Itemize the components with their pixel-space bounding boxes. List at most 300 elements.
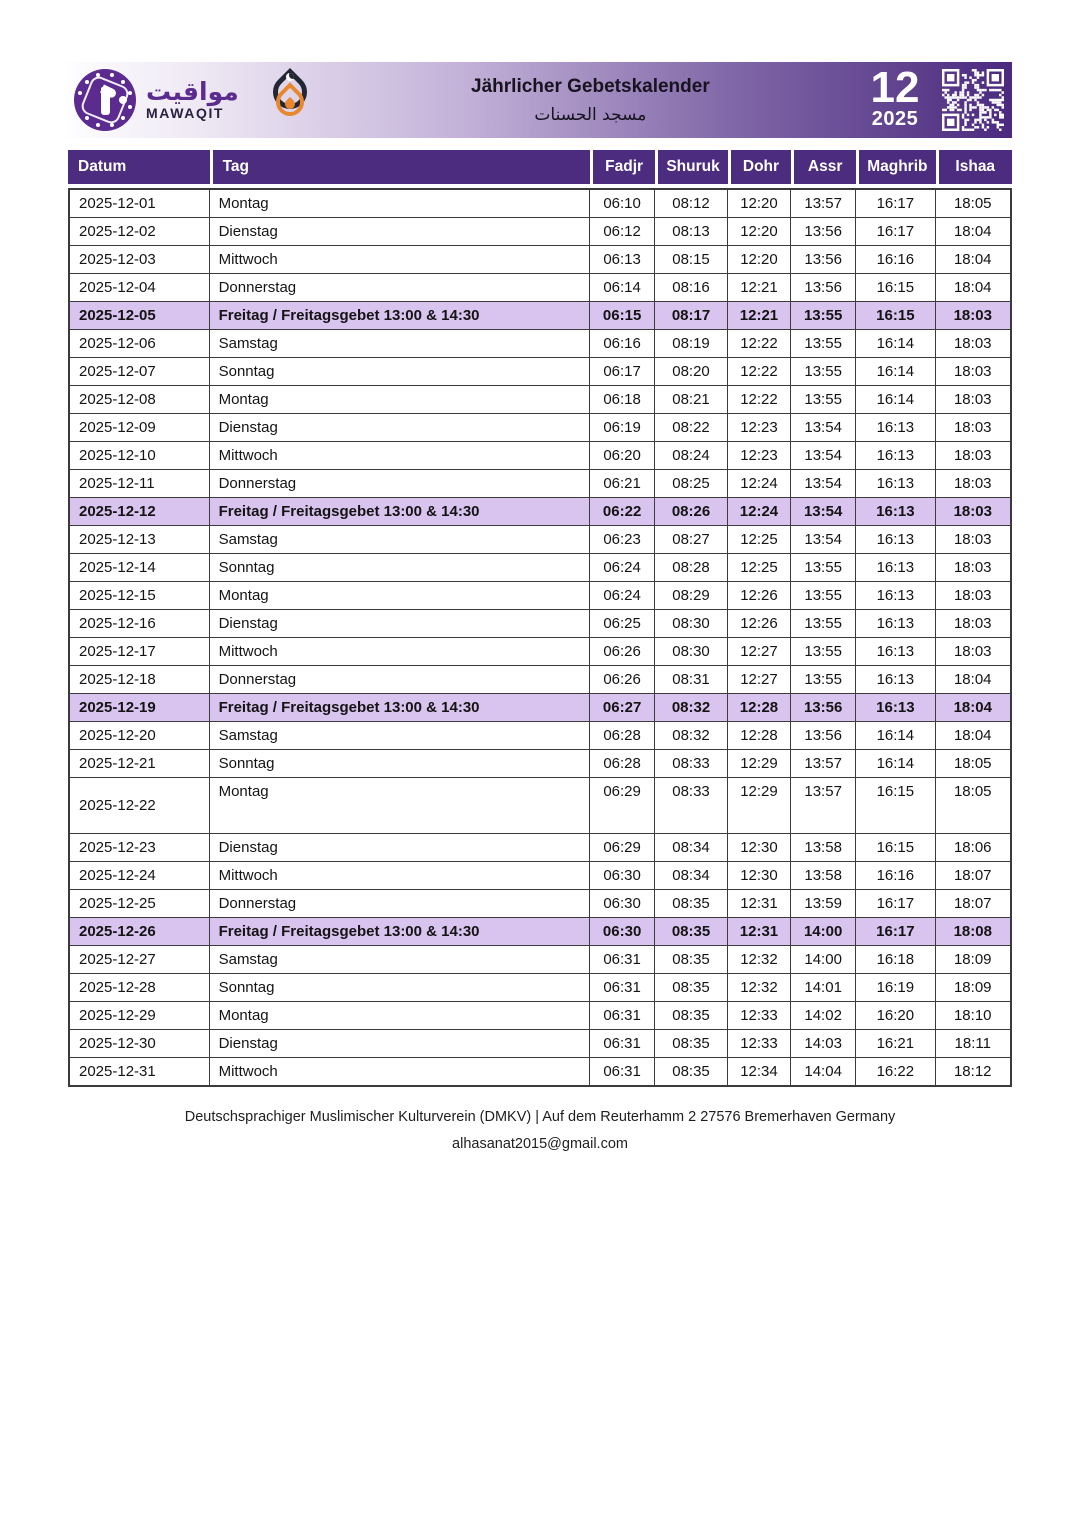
- time-cell-fadjr: 06:31: [590, 1030, 655, 1058]
- table-row: [68, 582, 1012, 610]
- time-cell-assr: 14:02: [791, 1002, 856, 1030]
- table-row: [68, 1030, 1012, 1058]
- header-band: [68, 62, 1012, 138]
- time-cell-shuruk: 08:21: [655, 386, 728, 414]
- time-cell-shuruk: 08:28: [655, 554, 728, 582]
- table-row: [68, 526, 1012, 554]
- day-cell: Samstag: [210, 946, 590, 974]
- column-header-dohr: Dohr: [728, 150, 791, 188]
- time-cell-ishaa: 18:03: [936, 330, 1013, 358]
- time-cell-assr: 14:00: [791, 918, 856, 946]
- date-cell: 2025-12-23: [68, 834, 210, 862]
- date-cell: 2025-12-28: [68, 974, 210, 1002]
- page-title: Jährlicher Gebetskalender: [471, 75, 710, 97]
- day-cell: Dienstag: [210, 218, 590, 246]
- time-cell-maghrib: 16:17: [856, 218, 935, 246]
- mosque-flame-icon: [263, 67, 319, 133]
- time-cell-maghrib: 16:13: [856, 582, 935, 610]
- time-cell-fadjr: 06:25: [590, 610, 655, 638]
- time-cell-dohr: 12:20: [728, 218, 791, 246]
- time-cell-maghrib: 16:13: [856, 554, 935, 582]
- clock-tick-dot: [110, 123, 114, 127]
- time-cell-fadjr: 06:14: [590, 274, 655, 302]
- table-row: [68, 974, 1012, 1002]
- time-cell-ishaa: 18:03: [936, 638, 1013, 666]
- time-cell-shuruk: 08:12: [655, 188, 728, 218]
- time-cell-maghrib: 16:17: [856, 918, 935, 946]
- time-cell-fadjr: 06:28: [590, 750, 655, 778]
- time-cell-ishaa: 18:07: [936, 890, 1013, 918]
- clock-tick-dot: [78, 91, 82, 95]
- time-cell-ishaa: 18:10: [936, 1002, 1013, 1030]
- clock-tick-dot: [128, 91, 132, 95]
- time-cell-ishaa: 18:04: [936, 246, 1013, 274]
- time-cell-ishaa: 18:03: [936, 302, 1013, 330]
- date-cell: 2025-12-01: [68, 188, 210, 218]
- clock-tick-dot: [96, 123, 100, 127]
- time-cell-maghrib: 16:14: [856, 358, 935, 386]
- time-cell-shuruk: 08:35: [655, 946, 728, 974]
- time-cell-shuruk: 08:24: [655, 442, 728, 470]
- day-cell: Samstag: [210, 722, 590, 750]
- time-cell-shuruk: 08:33: [655, 750, 728, 778]
- column-header-shuruk: Shuruk: [655, 150, 728, 188]
- day-cell: Mittwoch: [210, 638, 590, 666]
- time-cell-maghrib: 16:14: [856, 722, 935, 750]
- time-cell-ishaa: 18:04: [936, 218, 1013, 246]
- date-cell: 2025-12-17: [68, 638, 210, 666]
- time-cell-fadjr: 06:31: [590, 946, 655, 974]
- day-cell: Montag: [210, 582, 590, 610]
- table-row: [68, 330, 1012, 358]
- time-cell-ishaa: 18:03: [936, 358, 1013, 386]
- table-row: [68, 638, 1012, 666]
- time-cell-ishaa: 18:04: [936, 274, 1013, 302]
- time-cell-dohr: 12:22: [728, 330, 791, 358]
- month-number: 12: [870, 62, 920, 112]
- clock-tick-dot: [128, 105, 132, 109]
- time-cell-maghrib: 16:22: [856, 1058, 935, 1087]
- date-cell: 2025-12-09: [68, 414, 210, 442]
- time-cell-assr: 13:56: [791, 274, 856, 302]
- table-header-row: [68, 150, 1012, 188]
- time-cell-fadjr: 06:23: [590, 526, 655, 554]
- time-cell-assr: 13:54: [791, 526, 856, 554]
- day-cell: Freitag / Freitagsgebet 13:00 & 14:30: [210, 498, 590, 526]
- time-cell-fadjr: 06:16: [590, 330, 655, 358]
- day-cell: Donnerstag: [210, 666, 590, 694]
- time-cell-fadjr: 06:10: [590, 188, 655, 218]
- table-row: [68, 750, 1012, 778]
- table-row: [68, 862, 1012, 890]
- time-cell-dohr: 12:20: [728, 246, 791, 274]
- time-cell-shuruk: 08:19: [655, 330, 728, 358]
- table-row: [68, 946, 1012, 974]
- date-cell: 2025-12-20: [68, 722, 210, 750]
- time-cell-shuruk: 08:35: [655, 974, 728, 1002]
- time-cell-assr: 13:56: [791, 246, 856, 274]
- table-row: [68, 778, 1012, 834]
- time-cell-maghrib: 16:15: [856, 274, 935, 302]
- footer-email: alhasanat2015@gmail.com: [452, 1136, 628, 1152]
- time-cell-shuruk: 08:20: [655, 358, 728, 386]
- time-cell-maghrib: 16:15: [856, 302, 935, 330]
- time-cell-ishaa: 18:03: [936, 554, 1013, 582]
- date-cell: 2025-12-15: [68, 582, 210, 610]
- clock-tick-dot: [85, 80, 89, 84]
- clock-tick-dot: [85, 116, 89, 120]
- time-cell-fadjr: 06:31: [590, 1002, 655, 1030]
- time-cell-dohr: 12:31: [728, 918, 791, 946]
- time-cell-dohr: 12:28: [728, 722, 791, 750]
- time-cell-dohr: 12:30: [728, 834, 791, 862]
- day-cell: Mittwoch: [210, 442, 590, 470]
- time-cell-ishaa: 18:03: [936, 582, 1013, 610]
- table-row: [68, 610, 1012, 638]
- day-cell: Montag: [210, 386, 590, 414]
- table-row: [68, 218, 1012, 246]
- time-cell-shuruk: 08:32: [655, 722, 728, 750]
- time-cell-dohr: 12:22: [728, 358, 791, 386]
- day-cell: Donnerstag: [210, 274, 590, 302]
- table-row: [68, 1002, 1012, 1030]
- time-cell-maghrib: 16:13: [856, 498, 935, 526]
- day-cell: Montag: [210, 188, 590, 218]
- time-cell-fadjr: 06:24: [590, 582, 655, 610]
- time-cell-fadjr: 06:12: [590, 218, 655, 246]
- date-cell: 2025-12-02: [68, 218, 210, 246]
- time-cell-dohr: 12:26: [728, 610, 791, 638]
- time-cell-ishaa: 18:03: [936, 526, 1013, 554]
- time-cell-ishaa: 18:12: [936, 1058, 1013, 1087]
- time-cell-maghrib: 16:15: [856, 778, 935, 834]
- column-header-datum: Datum: [68, 150, 210, 188]
- time-cell-assr: 13:54: [791, 414, 856, 442]
- date-cell: 2025-12-19: [68, 694, 210, 722]
- time-cell-ishaa: 18:04: [936, 694, 1013, 722]
- time-cell-maghrib: 16:13: [856, 610, 935, 638]
- date-cell: 2025-12-16: [68, 610, 210, 638]
- time-cell-shuruk: 08:26: [655, 498, 728, 526]
- time-cell-maghrib: 16:15: [856, 834, 935, 862]
- date-cell: 2025-12-11: [68, 470, 210, 498]
- time-cell-shuruk: 08:13: [655, 218, 728, 246]
- mawaqit-logo: [74, 69, 239, 131]
- time-cell-assr: 13:54: [791, 498, 856, 526]
- time-cell-fadjr: 06:20: [590, 442, 655, 470]
- time-cell-dohr: 12:34: [728, 1058, 791, 1087]
- date-cell: 2025-12-25: [68, 890, 210, 918]
- time-cell-dohr: 12:21: [728, 274, 791, 302]
- time-cell-ishaa: 18:03: [936, 498, 1013, 526]
- time-cell-assr: 13:57: [791, 750, 856, 778]
- time-cell-assr: 13:55: [791, 582, 856, 610]
- day-cell: Dienstag: [210, 610, 590, 638]
- day-cell: Dienstag: [210, 414, 590, 442]
- time-cell-ishaa: 18:05: [936, 778, 1013, 834]
- footer-address: Deutschsprachiger Muslimischer Kulturverein (DMKV) | Auf dem Reuterhamm 2 27576 Bremerhaven Germany: [184, 1109, 896, 1125]
- date-cell: 2025-12-30: [68, 1030, 210, 1058]
- column-header-tag: Tag: [210, 150, 590, 188]
- qr-code: [942, 69, 1004, 131]
- month-year: 2025: [871, 108, 919, 131]
- table-row: [68, 498, 1012, 526]
- date-cell: 2025-12-03: [68, 246, 210, 274]
- time-cell-maghrib: 16:16: [856, 862, 935, 890]
- table-row: [68, 188, 1012, 218]
- column-header-ishaa: Ishaa: [936, 150, 1013, 188]
- time-cell-ishaa: 18:03: [936, 442, 1013, 470]
- time-cell-ishaa: 18:03: [936, 386, 1013, 414]
- time-cell-maghrib: 16:19: [856, 974, 935, 1002]
- clock-tick-dot: [121, 80, 125, 84]
- time-cell-assr: 13:55: [791, 330, 856, 358]
- day-cell: Mittwoch: [210, 1058, 590, 1087]
- time-cell-fadjr: 06:30: [590, 918, 655, 946]
- clock-dot-icon: [119, 96, 127, 104]
- time-cell-maghrib: 16:17: [856, 890, 935, 918]
- time-cell-maghrib: 16:13: [856, 666, 935, 694]
- column-header-fadjr: Fadjr: [590, 150, 655, 188]
- time-cell-shuruk: 08:16: [655, 274, 728, 302]
- prayer-table-body: [68, 188, 1012, 1087]
- table-row: [68, 1058, 1012, 1087]
- time-cell-ishaa: 18:04: [936, 722, 1013, 750]
- day-cell: Donnerstag: [210, 890, 590, 918]
- time-cell-dohr: 12:30: [728, 862, 791, 890]
- month-badge: [858, 62, 932, 131]
- time-cell-shuruk: 08:35: [655, 918, 728, 946]
- table-row: [68, 470, 1012, 498]
- time-cell-dohr: 12:33: [728, 1030, 791, 1058]
- time-cell-fadjr: 06:26: [590, 638, 655, 666]
- time-cell-assr: 13:55: [791, 610, 856, 638]
- day-cell: Sonntag: [210, 974, 590, 1002]
- time-cell-dohr: 12:28: [728, 694, 791, 722]
- time-cell-assr: 13:56: [791, 694, 856, 722]
- time-cell-ishaa: 18:04: [936, 666, 1013, 694]
- time-cell-ishaa: 18:03: [936, 610, 1013, 638]
- date-cell: 2025-12-22: [68, 778, 210, 834]
- time-cell-maghrib: 16:18: [856, 946, 935, 974]
- time-cell-shuruk: 08:25: [655, 470, 728, 498]
- clock-tick-dot: [121, 116, 125, 120]
- time-cell-maghrib: 16:13: [856, 694, 935, 722]
- time-cell-dohr: 12:29: [728, 750, 791, 778]
- day-cell: Sonntag: [210, 554, 590, 582]
- day-cell: Dienstag: [210, 834, 590, 862]
- time-cell-shuruk: 08:35: [655, 1058, 728, 1087]
- table-row: [68, 442, 1012, 470]
- time-cell-dohr: 12:20: [728, 188, 791, 218]
- time-cell-dohr: 12:24: [728, 470, 791, 498]
- table-row: [68, 274, 1012, 302]
- time-cell-dohr: 12:32: [728, 946, 791, 974]
- day-cell: Samstag: [210, 526, 590, 554]
- time-cell-ishaa: 18:06: [936, 834, 1013, 862]
- day-cell: Donnerstag: [210, 470, 590, 498]
- time-cell-dohr: 12:25: [728, 526, 791, 554]
- time-cell-fadjr: 06:24: [590, 554, 655, 582]
- table-row: [68, 890, 1012, 918]
- table-row: [68, 554, 1012, 582]
- time-cell-assr: 13:54: [791, 442, 856, 470]
- time-cell-fadjr: 06:27: [590, 694, 655, 722]
- date-cell: 2025-12-13: [68, 526, 210, 554]
- clock-tick-dot: [110, 73, 114, 77]
- time-cell-maghrib: 16:13: [856, 470, 935, 498]
- time-cell-assr: 13:54: [791, 470, 856, 498]
- column-header-assr: Assr: [791, 150, 856, 188]
- time-cell-shuruk: 08:35: [655, 1002, 728, 1030]
- time-cell-fadjr: 06:29: [590, 778, 655, 834]
- time-cell-ishaa: 18:03: [936, 470, 1013, 498]
- time-cell-dohr: 12:23: [728, 414, 791, 442]
- column-header-maghrib: Maghrib: [856, 150, 935, 188]
- time-cell-assr: 14:03: [791, 1030, 856, 1058]
- date-cell: 2025-12-04: [68, 274, 210, 302]
- time-cell-dohr: 12:23: [728, 442, 791, 470]
- time-cell-shuruk: 08:30: [655, 638, 728, 666]
- time-cell-maghrib: 16:20: [856, 1002, 935, 1030]
- time-cell-assr: 13:55: [791, 302, 856, 330]
- time-cell-shuruk: 08:15: [655, 246, 728, 274]
- time-cell-dohr: 12:33: [728, 1002, 791, 1030]
- time-cell-assr: 14:00: [791, 946, 856, 974]
- time-cell-fadjr: 06:15: [590, 302, 655, 330]
- date-cell: 2025-12-14: [68, 554, 210, 582]
- time-cell-assr: 13:57: [791, 188, 856, 218]
- date-cell: 2025-12-29: [68, 1002, 210, 1030]
- table-row: [68, 358, 1012, 386]
- time-cell-fadjr: 06:28: [590, 722, 655, 750]
- time-cell-maghrib: 16:14: [856, 750, 935, 778]
- time-cell-maghrib: 16:13: [856, 442, 935, 470]
- time-cell-dohr: 12:32: [728, 974, 791, 1002]
- time-cell-ishaa: 18:08: [936, 918, 1013, 946]
- time-cell-dohr: 12:25: [728, 554, 791, 582]
- date-cell: 2025-12-21: [68, 750, 210, 778]
- time-cell-shuruk: 08:30: [655, 610, 728, 638]
- time-cell-shuruk: 08:27: [655, 526, 728, 554]
- time-cell-fadjr: 06:22: [590, 498, 655, 526]
- table-row: [68, 918, 1012, 946]
- time-cell-shuruk: 08:32: [655, 694, 728, 722]
- time-cell-assr: 14:04: [791, 1058, 856, 1087]
- date-cell: 2025-12-31: [68, 1058, 210, 1087]
- time-cell-fadjr: 06:13: [590, 246, 655, 274]
- time-cell-ishaa: 18:05: [936, 750, 1013, 778]
- crescent-icon: [286, 73, 294, 81]
- time-cell-dohr: 12:22: [728, 386, 791, 414]
- day-cell: Dienstag: [210, 1030, 590, 1058]
- day-cell: Freitag / Freitagsgebet 13:00 & 14:30: [210, 918, 590, 946]
- time-cell-shuruk: 08:17: [655, 302, 728, 330]
- time-cell-assr: 13:55: [791, 638, 856, 666]
- time-cell-assr: 13:55: [791, 386, 856, 414]
- time-cell-maghrib: 16:14: [856, 330, 935, 358]
- time-cell-maghrib: 16:16: [856, 246, 935, 274]
- day-cell: Sonntag: [210, 750, 590, 778]
- time-cell-shuruk: 08:22: [655, 414, 728, 442]
- time-cell-maghrib: 16:14: [856, 386, 935, 414]
- mawaqit-clock-icon: [74, 69, 136, 131]
- table-row: [68, 386, 1012, 414]
- time-cell-fadjr: 06:26: [590, 666, 655, 694]
- day-cell: Freitag / Freitagsgebet 13:00 & 14:30: [210, 302, 590, 330]
- time-cell-dohr: 12:21: [728, 302, 791, 330]
- time-cell-assr: 13:55: [791, 554, 856, 582]
- time-cell-shuruk: 08:34: [655, 834, 728, 862]
- time-cell-ishaa: 18:09: [936, 974, 1013, 1002]
- table-row: [68, 722, 1012, 750]
- time-cell-assr: 13:57: [791, 778, 856, 834]
- day-cell: Mittwoch: [210, 862, 590, 890]
- time-cell-fadjr: 06:31: [590, 1058, 655, 1087]
- table-row: [68, 302, 1012, 330]
- time-cell-assr: 14:01: [791, 974, 856, 1002]
- date-cell: 2025-12-05: [68, 302, 210, 330]
- time-cell-assr: 13:56: [791, 218, 856, 246]
- mosque-name-arabic: مسجد الحسنات: [534, 104, 647, 125]
- time-cell-ishaa: 18:05: [936, 188, 1013, 218]
- mawaqit-brand-arabic: مواقيت: [146, 77, 239, 107]
- time-cell-shuruk: 08:33: [655, 778, 728, 834]
- date-cell: 2025-12-18: [68, 666, 210, 694]
- time-cell-assr: 13:56: [791, 722, 856, 750]
- time-cell-fadjr: 06:30: [590, 890, 655, 918]
- time-cell-dohr: 12:27: [728, 666, 791, 694]
- time-cell-dohr: 12:26: [728, 582, 791, 610]
- time-cell-ishaa: 18:11: [936, 1030, 1013, 1058]
- time-cell-fadjr: 06:18: [590, 386, 655, 414]
- time-cell-dohr: 12:31: [728, 890, 791, 918]
- time-cell-fadjr: 06:19: [590, 414, 655, 442]
- date-cell: 2025-12-07: [68, 358, 210, 386]
- time-cell-dohr: 12:24: [728, 498, 791, 526]
- date-cell: 2025-12-26: [68, 918, 210, 946]
- table-row: [68, 666, 1012, 694]
- time-cell-fadjr: 06:17: [590, 358, 655, 386]
- time-cell-dohr: 12:29: [728, 778, 791, 834]
- time-cell-assr: 13:58: [791, 862, 856, 890]
- time-cell-shuruk: 08:34: [655, 862, 728, 890]
- time-cell-ishaa: 18:07: [936, 862, 1013, 890]
- prayer-table: [68, 150, 1012, 1087]
- time-cell-assr: 13:58: [791, 834, 856, 862]
- date-cell: 2025-12-10: [68, 442, 210, 470]
- time-cell-maghrib: 16:13: [856, 638, 935, 666]
- time-cell-dohr: 12:27: [728, 638, 791, 666]
- time-cell-maghrib: 16:17: [856, 188, 935, 218]
- date-cell: 2025-12-12: [68, 498, 210, 526]
- date-cell: 2025-12-08: [68, 386, 210, 414]
- day-cell: Montag: [210, 1002, 590, 1030]
- day-cell: Freitag / Freitagsgebet 13:00 & 14:30: [210, 694, 590, 722]
- time-cell-maghrib: 16:13: [856, 526, 935, 554]
- day-cell: Montag: [210, 778, 590, 834]
- day-cell: Mittwoch: [210, 246, 590, 274]
- table-row: [68, 694, 1012, 722]
- time-cell-fadjr: 06:31: [590, 974, 655, 1002]
- time-cell-assr: 13:59: [791, 890, 856, 918]
- time-cell-assr: 13:55: [791, 666, 856, 694]
- time-cell-shuruk: 08:31: [655, 666, 728, 694]
- time-cell-assr: 13:55: [791, 358, 856, 386]
- table-row: [68, 414, 1012, 442]
- day-cell: Sonntag: [210, 358, 590, 386]
- time-cell-shuruk: 08:35: [655, 1030, 728, 1058]
